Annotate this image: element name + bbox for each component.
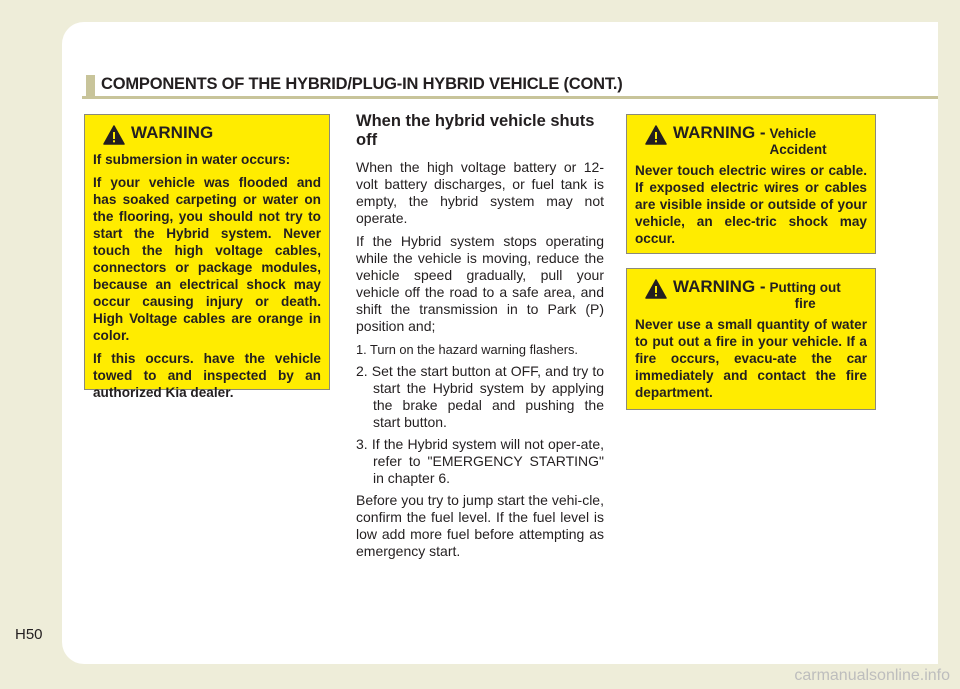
warning-paragraph: If submersion in water occurs: — [93, 152, 291, 167]
warning-box-submersion — [84, 114, 330, 400]
steps-list — [356, 341, 604, 487]
step-item: 1. Turn on the hazard warning flashers. — [356, 342, 578, 357]
warning-triangle-icon — [645, 125, 667, 145]
body-paragraph: If the Hybrid system stops operating while the vehicle is moving, reduce the vehicle speed gradually, pull your vehicle off the road to a safe area, and shift the transmission in to Park (P) position and; — [356, 233, 604, 334]
warning-box-accident — [626, 114, 876, 254]
warning-body — [635, 162, 867, 247]
page-number: H50 — [15, 626, 43, 643]
section-title: COMPONENTS OF THE HYBRID/PLUG-IN HYBRID VEHICLE (CONT.) — [101, 75, 623, 93]
header-accent-bar — [86, 75, 95, 96]
section-header — [82, 63, 938, 99]
warning-title: WARNING - Putting out fire — [645, 277, 867, 312]
warning-triangle-icon — [645, 279, 667, 299]
subsection-heading: When the hybrid vehicle shuts off — [356, 112, 595, 149]
warning-triangle-icon — [103, 125, 125, 145]
warning-paragraph: If your vehicle was flooded and has soaked carpeting or water on the flooring, you should not try to start the Hybrid system. Never touch the high voltage cables, connectors or package modules, because an electrical shock may occur causing injury or death. High Voltage cables are orange in color. — [93, 175, 321, 343]
step-item: 3. If the Hybrid system will not oper-ate, refer to "EMERGENCY STARTING" in chapter 6. — [356, 436, 604, 486]
warning-paragraph: Never use a small quantity of water to put out a fire in your vehicle. If a fire occurs, evacu-ate the car immediately and contact the fire department. — [635, 317, 867, 400]
warning-title: WARNING - Vehicle Accident — [645, 123, 867, 158]
watermark: carmanualsonline.info — [794, 667, 950, 684]
body-paragraph: Before you try to jump start the vehi-cle, confirm the fuel level. If the fuel level is low add more fuel before attempting as emergency start. — [356, 492, 604, 559]
warning-body — [635, 316, 867, 401]
warning-body — [93, 151, 321, 401]
main-column — [356, 112, 604, 566]
warning-title: WARNING — [103, 123, 321, 145]
step-item: 2. Set the start button at OFF, and try to start the Hybrid system by applying the brake pedal and pushing the start button. — [356, 363, 604, 430]
warning-paragraph: If this occurs. have the vehicle towed to and inspected by an authorized Kia dealer. — [93, 351, 321, 400]
warning-box-fire — [626, 268, 876, 410]
body-paragraph: When the high voltage battery or 12-volt battery discharges, or fuel tank is empty, the hybrid system may not operate. — [356, 159, 604, 226]
warning-paragraph: Never touch electric wires or cable. If exposed electric wires or cables are visible inside or outside of your vehicle, an elec-tric shock may occur. — [635, 163, 867, 246]
